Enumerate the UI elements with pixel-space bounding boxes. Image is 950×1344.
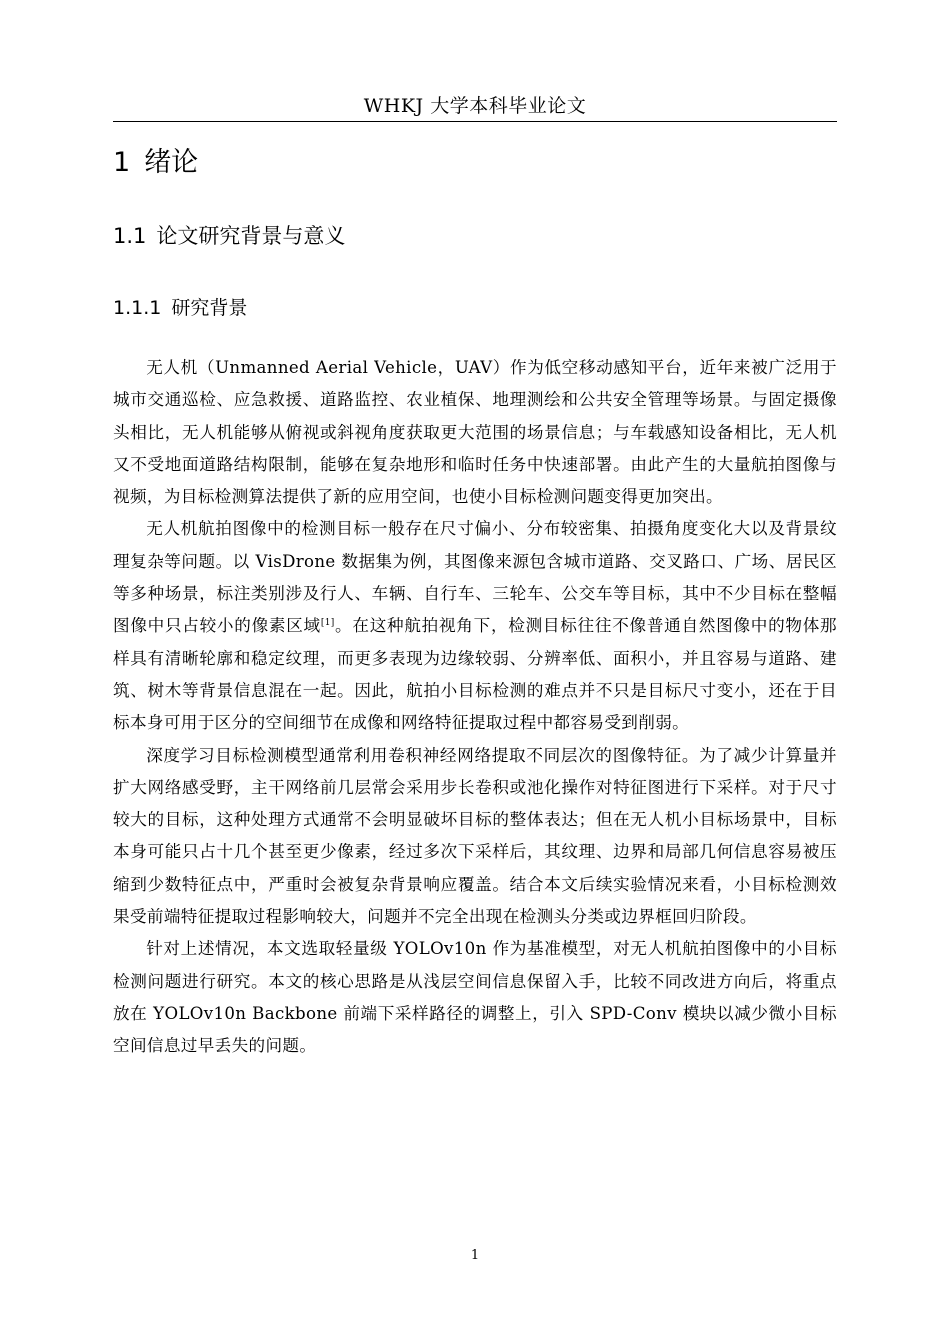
paragraph-2	[113, 513, 837, 739]
subsection-number: 1.1.1	[113, 297, 162, 319]
chapter-number: 1	[113, 147, 131, 178]
subsection-heading	[113, 293, 247, 323]
running-header: WHKJ 大学本科毕业论文	[363, 95, 587, 117]
page-number: 1	[470, 1248, 480, 1263]
body-text	[113, 352, 837, 1063]
paragraph-1: 无人机（Unmanned Aerial Vehicle，UAV）作为低空移动感知平台，近年来被广泛用于城市交通巡检、应急救援、道路监控、农业植保、地理测绘和公共安全管理等场景。与固定摄像头相比，无人机能够从俯视或斜视角度获取更大范围的场景信息；与车载感知设备相比，无人机又不受地面道路结构限制，能够在复杂地形和临时任务中快速部署。由此产生的大量航拍图像与视频，为目标检测算法提供了新的应用空间，也使小目标检测问题变得更加突出。	[113, 358, 837, 507]
paragraph-2-text-before: 无人机航拍图像中的检测目标一般存在尺寸偏小、分布较密集、拍摄角度变化大以及背景纹理复杂等问题。以 VisDrone 数据集为例，其图像来源包含城市道路、交叉路口、广场、居民区等多种场景，标注类别涉及行人、车辆、自行车、三轮车、公交车等目标，其中不少目标在整幅图像中只占较小的像素区域	[113, 519, 837, 636]
paragraph-4: 针对上述情况，本文选取轻量级 YOLOv10n 作为基准模型，对无人机航拍图像中的小目标检测问题进行研究。本文的核心思路是从浅层空间信息保留入手，比较不同改进方向后，将重点放在 YOLOv10n Backbone 前端下采样路径的调整上，引入 SPD-Conv 模块以减少微小目标空间信息过早丢失的问题。	[113, 939, 837, 1056]
chapter-title: 绪论	[144, 147, 199, 178]
subsection-title: 研究背景	[171, 297, 248, 319]
section-heading	[113, 220, 345, 252]
section-title: 论文研究背景与意义	[156, 224, 346, 248]
citation-link[interactable]: [1]	[320, 618, 335, 629]
paragraph-3: 深度学习目标检测模型通常利用卷积神经网络提取不同层次的图像特征。为了减少计算量并扩大网络感受野，主干网络前几层常会采用步长卷积或池化操作对特征图进行下采样。对于尺寸较大的目标，这种处理方式通常不会明显破坏目标的整体表达；但在无人机小目标场景中，目标本身可能只占十几个甚至更少像素，经过多次下采样后，其纹理、边界和局部几何信息容易被压缩到少数特征点中，严重时会被复杂背景响应覆盖。结合本文后续实验情况来看，小目标检测效果受前端特征提取过程影响较大，问题并不完全出现在检测头分类或边界框回归阶段。	[113, 745, 837, 927]
section-number: 1.1	[113, 224, 147, 248]
header-rule	[113, 121, 837, 122]
paragraph-2-text-after: 。在这种航拍视角下，检测目标往往不像普通自然图像中的物体那样具有清晰轮廓和稳定纹理，而更多表现为边缘较弱、分辨率低、面积小，并且容易与道路、建筑、树木等背景信息混在一起。因此，航拍小目标检测的难点并不只是目标尺寸变小，还在于目标本身可用于区分的空间细节在成像和网络特征提取过程中都容易受到削弱。	[113, 616, 837, 733]
chapter-heading	[113, 143, 198, 183]
